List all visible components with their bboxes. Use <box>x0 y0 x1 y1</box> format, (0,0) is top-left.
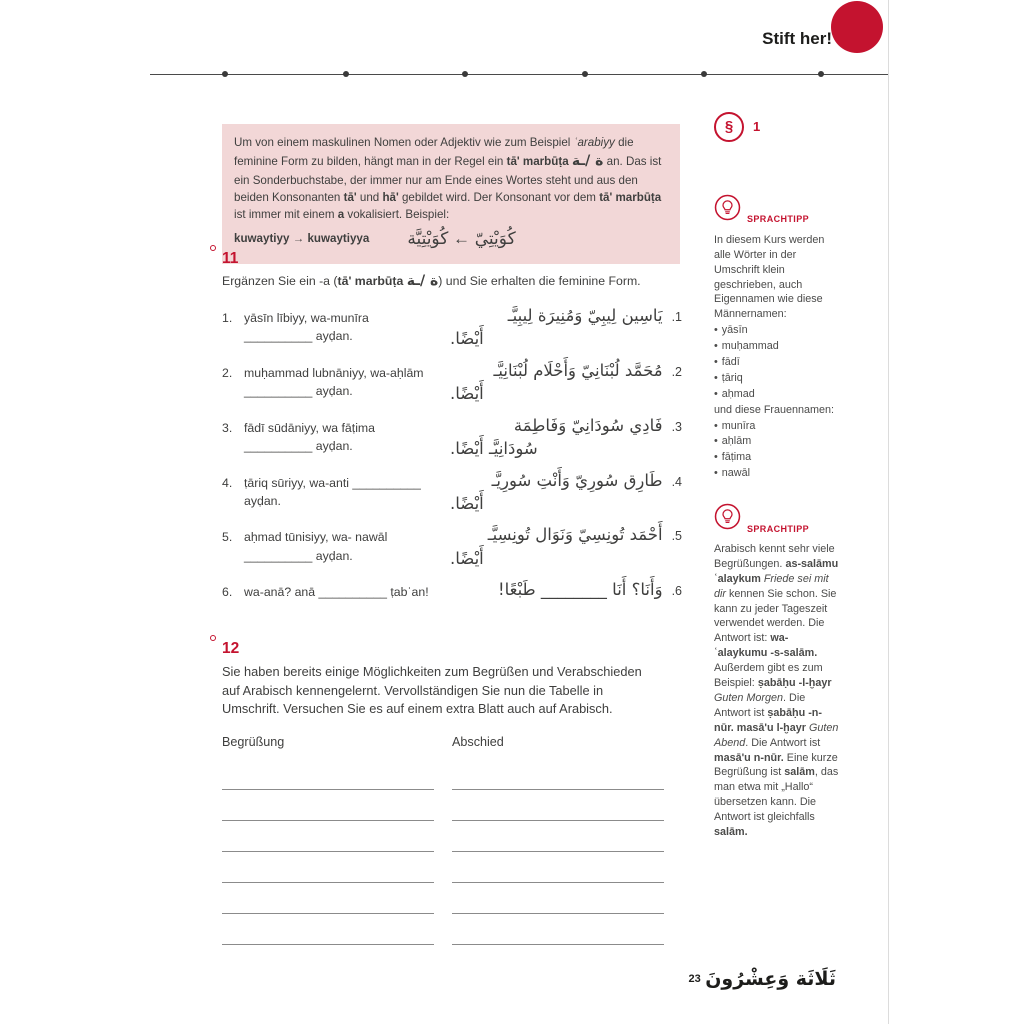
item-latin <box>222 469 450 516</box>
blank-line <box>452 821 664 852</box>
item-arabic-line2: سُودَانِيَّـ أَيْضًا. <box>450 439 538 459</box>
bullet-icon: • <box>714 451 718 464</box>
item-arabic-number: 5. <box>671 529 682 544</box>
item-arabic <box>450 469 682 516</box>
item-latin <box>222 414 450 461</box>
item-arabic-number: 2. <box>671 364 682 379</box>
item-latin <box>222 523 450 570</box>
item-latin-line1: fādī sūdāniyy, wa fāṭima <box>244 420 376 435</box>
bullet-icon: • <box>714 435 718 448</box>
exercise-11-items <box>222 304 682 602</box>
item-arabic <box>450 304 682 351</box>
name: munīra <box>721 419 756 432</box>
blank-line <box>222 883 434 914</box>
name-list-item <box>714 419 840 434</box>
exercise-12-instruction: Sie haben bereits einige Möglichkeiten zum Begrüßen und Verabschieden auf Arabisch kennengelernt. Vervollständigen Sie nun die Tabelle in Umschrift. Versuchen Sie es auf einem extra Blatt auch auf Arabisch. <box>222 664 642 717</box>
rule-dot <box>818 71 824 77</box>
column-header-farewell: Abschied <box>452 734 504 749</box>
name-list-item <box>714 450 840 465</box>
exercise-12-heading <box>222 640 682 658</box>
exercise-item-5 <box>222 523 682 570</box>
exercise-11-number: 11 <box>222 250 239 267</box>
name: fāṭima <box>721 451 752 464</box>
example-latin: kuwaytiyy → kuwaytiyya <box>234 232 370 246</box>
item-arabic-line2: أَيْضًا. <box>450 548 484 568</box>
name: ṭāriq <box>721 371 743 384</box>
item-number: 3. <box>222 420 233 435</box>
blank-line <box>452 914 664 945</box>
name: aḥmad <box>721 387 755 400</box>
item-arabic-number: 6. <box>671 584 682 599</box>
page-footer <box>560 968 836 990</box>
item-number: 2. <box>222 365 233 380</box>
bullet-icon: • <box>714 467 718 480</box>
bullet-icon: • <box>714 324 718 337</box>
item-number: 5. <box>222 530 233 545</box>
section-symbol-icon: § <box>714 112 744 142</box>
exercise-12 <box>222 640 682 945</box>
bullet-icon: • <box>714 387 718 400</box>
item-arabic <box>450 523 682 570</box>
name-list-item <box>714 371 840 386</box>
lightbulb-icon <box>714 503 741 535</box>
item-latin-line1: muḥammad lubnāniyy, wa-aḥlām <box>244 365 424 380</box>
exercise-12-number: 12 <box>222 640 240 657</box>
greeting-column <box>222 735 452 945</box>
exercise-marker-icon <box>210 635 216 641</box>
exercise-marker-icon <box>210 245 216 251</box>
item-latin-line2: ayḍan. <box>244 493 281 508</box>
item-latin-line1: ṭāriq sūriyy, wa-anti __________ <box>244 475 421 490</box>
item-arabic-line2: أَيْضًا. <box>450 384 484 404</box>
exercise-11-instruction: Ergänzen Sie ein -a (tā' marbūṭa ة /ـة) und Sie erhalten die feminine Form. <box>222 273 641 289</box>
item-arabic-number: 3. <box>671 419 682 434</box>
tip-mid-text: und diese Frauennamen: <box>714 403 835 416</box>
item-arabic-number: 4. <box>671 474 682 489</box>
greeting-table <box>222 735 682 945</box>
grammar-infobox <box>222 124 680 264</box>
exercise-item-1 <box>222 304 682 351</box>
rule-dot <box>462 71 468 77</box>
tip-body <box>714 233 840 481</box>
blank-line <box>452 883 664 914</box>
item-arabic-line1 <box>450 304 682 327</box>
page-number-arabic: ثَلَاثَة وَعِشْرُونَ <box>705 968 836 990</box>
item-arabic-text: وَأَنَا؟ أَنَا ________ طَبْعًا! <box>497 580 663 600</box>
item-latin <box>222 304 450 351</box>
item-arabic-text: طَارِق سُورِيّ وَأَنْتِ سُورِيَّـ <box>491 470 663 490</box>
blank-line <box>222 759 434 790</box>
tip-label: SPRACHTIPP <box>747 214 810 225</box>
tip-body-text: Arabisch kennt sehr viele Begrüßungen. as-salāmu ʿalaykum Friede sei mit dir kennen Sie schon. Sie kann zu jeder Tageszeit verwendet werden. Die Antwort ist: wa-ʿalaykumu -s-salām. Außerdem gibt es zum Beispiel: ṣabāḥu -l-ḫayr Guten Morgen. Die Antwort ist ṣabāḥu -n-nūr. masā'u l-ḫayr Guten Abend. Die Antwort ist masā'u n-nūr. Eine kurze Begrüßung ist salām, das man etwa mit „Hallo“ übersetzen kann. Die Antwort ist gleichfalls salām. <box>714 543 839 838</box>
item-number: 6. <box>222 585 233 600</box>
bullet-icon: • <box>714 371 718 384</box>
sprachtipp-2 <box>714 503 840 840</box>
item-latin <box>222 359 450 406</box>
exercise-item-3 <box>222 414 682 461</box>
example-arabic: كُوَيْتِيّ ← كُوَيْتِيَّة <box>407 229 516 249</box>
item-latin-line2: __________ ayḍan. <box>244 548 353 563</box>
exercise-11-heading <box>222 250 682 268</box>
top-rule <box>150 74 888 75</box>
item-latin-line1: yāsīn lībiyy, wa-munīra <box>244 311 369 325</box>
item-arabic-line1 <box>450 359 682 382</box>
rule-dot <box>582 71 588 77</box>
blank-line <box>452 852 664 883</box>
exercise-item-2 <box>222 359 682 406</box>
item-latin-line2: __________ ayḍan. <box>244 384 353 399</box>
lightbulb-icon <box>714 194 741 226</box>
name: fādī <box>721 356 740 369</box>
item-number: 4. <box>222 475 233 490</box>
name-list-item <box>714 434 840 449</box>
rule-dot <box>701 71 707 77</box>
item-arabic-line2: أَيْضًا. <box>450 329 484 349</box>
name-list-item <box>714 323 840 338</box>
name: muḥammad <box>721 340 779 353</box>
blank-line <box>452 759 664 790</box>
item-arabic-line1 <box>450 414 682 437</box>
exercise-item-4 <box>222 469 682 516</box>
name: aḥlām <box>721 435 752 448</box>
item-arabic-text: فَادِي سُودَانِيّ وَفَاطِمَة <box>513 415 663 435</box>
paragraph-marker <box>714 112 840 142</box>
blank-line <box>222 852 434 883</box>
name: yāsīn <box>721 324 748 337</box>
name: nawāl <box>721 467 750 480</box>
item-arabic-text: مُحَمَّد لُبْنَانِيّ وَأَحْلَام لُبْنَانِيَّـ <box>493 360 663 380</box>
item-arabic-text: يَاسِين لِيبِيّ وَمُنِيرَة لِيبِيَّـ <box>507 306 663 325</box>
name-list-item <box>714 387 840 402</box>
item-latin-line1: wa-anā? anā __________ ṭabʿan! <box>244 585 429 600</box>
page-number: 23 <box>688 973 701 985</box>
blank-line <box>222 790 434 821</box>
item-arabic-line1 <box>450 523 682 546</box>
tip-label: SPRACHTIPP <box>747 523 810 534</box>
tip-header <box>714 503 840 535</box>
item-arabic <box>450 414 682 461</box>
item-arabic <box>450 578 682 601</box>
bullet-icon: • <box>714 340 718 353</box>
exercise-11 <box>222 250 682 610</box>
exercise-item-6 <box>222 578 682 601</box>
item-arabic-line1 <box>450 469 682 492</box>
blank-line <box>222 914 434 945</box>
bullet-icon: • <box>714 356 718 369</box>
item-latin-line1: aḥmad tūnisiyy, wa- nawāl <box>244 530 388 545</box>
rule-dot <box>343 71 349 77</box>
blank-line <box>452 790 664 821</box>
bullet-icon: • <box>714 419 718 432</box>
item-latin <box>222 578 450 601</box>
tip-header <box>714 194 840 226</box>
corner-red-circle <box>831 1 883 53</box>
sidebar <box>714 112 840 862</box>
name-list-item <box>714 466 840 481</box>
infobox-text: Um von einem maskulinen Nomen oder Adjektiv wie zum Beispiel ʿarabiyy die feminine Form zu bilden, hängt man in der Regel ein tā' marbūṭa ة /ـة an. Das ist ein Sonderbuchstabe, der immer nur am Ende eines Wortes steht und aus den beiden Konsonanten tā' und hā' gebildet wird. Der Konsonant vor dem tā' marbūṭa ist immer mit einem a vokalisiert. Beispiel: <box>234 136 662 222</box>
farewell-column <box>452 735 682 945</box>
page-edge-line <box>888 0 889 1024</box>
item-arabic-text: أَحْمَد تُونِسِيّ وَنَوَال تُونِسِيَّـ <box>487 525 663 545</box>
item-latin-line2: __________ ayḍan. <box>244 329 353 344</box>
rule-dot <box>222 71 228 77</box>
item-arabic-number: 1. <box>671 310 682 324</box>
section-number: 1 <box>753 119 761 135</box>
column-header-greeting: Begrüßung <box>222 734 285 749</box>
blank-line <box>222 821 434 852</box>
item-arabic-line2: أَيْضًا. <box>450 493 484 513</box>
item-number: 1. <box>222 311 233 325</box>
name-list-item <box>714 355 840 370</box>
item-latin-line2: __________ ayḍan. <box>244 439 353 454</box>
item-arabic-line1 <box>450 578 682 601</box>
infobox-example <box>234 226 668 251</box>
sprachtipp-1 <box>714 194 840 481</box>
name-list-item <box>714 339 840 354</box>
tip-intro: In diesem Kurs werden alle Wörter in der Umschrift klein geschrieben, auch Eigennamen wie diese Männernamen: <box>714 233 825 321</box>
page-title: Stift her! <box>762 29 832 48</box>
item-arabic <box>450 359 682 406</box>
